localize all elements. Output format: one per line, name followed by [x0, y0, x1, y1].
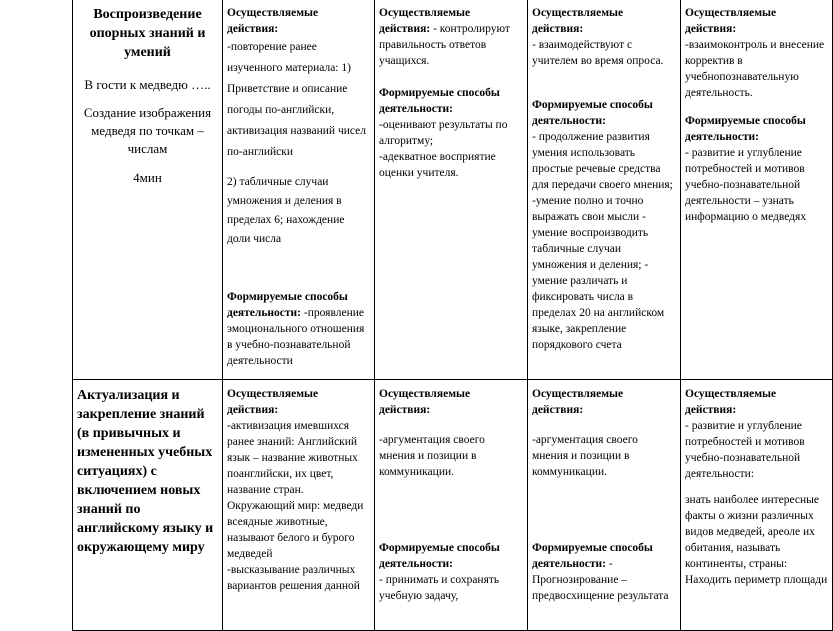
cell-text: -аргументация своего мнения и позиции в коммуникации. [532, 434, 638, 478]
cell-text: -адекватное восприятие оценки учителя. [379, 151, 496, 179]
cell-text: - контролируют правильность ответов учащихся. [379, 23, 510, 67]
cell-text: -высказывание различных вариантов решения данной [227, 564, 360, 592]
cell-heading: Осуществляемые действия: [532, 7, 624, 35]
cell-heading: Осуществляемые действия: [685, 7, 777, 35]
cell-text: - развитие и углубление потребностей и мотивов учебно-познавательной деятельности – узнать информацию о медведях [685, 147, 807, 223]
cell-text: - Прогнозирование – предвосхищение результата [532, 558, 669, 602]
cell-text: - продолжение развития умения использовать простые речевые средства для передачи своего мнения; [532, 131, 673, 191]
cell-text: -умение полно и точно выражать свои мысли - умение воспроизводить табличные случаи умножения и деления; - умение различать и фиксировать числа в пределах 20 на английском языке, закрепление порядкового счета [532, 195, 665, 351]
stage-note: В гости к медведю ….. [84, 77, 211, 92]
stage-title: Воспроизведение опорных знаний и умений [89, 7, 206, 60]
stage-note: Создание изображения медведя по точкам – числам [83, 105, 212, 156]
cell-heading: Формируемые способы деятельности: [685, 115, 806, 143]
teacher-actions-cell [223, 380, 375, 631]
cell-heading: Осуществляемые действия: [685, 388, 777, 416]
cell-text: -оценивают результаты по алгоритму; [379, 119, 508, 147]
cell-text-with-heading [227, 289, 370, 369]
cell-text: - развитие и углубление потребностей и мотивов учебно-познавательной деятельности: [685, 420, 805, 480]
cell-heading: Осуществляемые действия: [379, 7, 471, 35]
cell-text: -повторение ранее изученного материала: 1) Приветствие и описание погоды по-английски, активизация названий чисел по-английски [227, 41, 366, 158]
cell-heading: Осуществляемые действия: [227, 7, 319, 35]
stage-cell [73, 380, 223, 631]
cell-heading: Осуществляемые действия: [227, 388, 319, 416]
cell-heading: Формируемые способы деятельности: [532, 542, 653, 570]
cell-text: -активизация имевшихся ранее знаний: Английский язык – название животных поанглийски, их цвет, название стран. Окружающий мир: медведи всеядные животные, называют белого и бурого медведей [227, 420, 364, 560]
lesson-plan-table [72, 0, 833, 631]
cell-text: - взаимодействуют с учителем во время опроса. [532, 39, 664, 67]
col5-cell [681, 380, 833, 631]
stage-cell [73, 0, 223, 380]
cell-text: 2) табличные случаи умножения и деления в пределах 6; нахождение доли числа [227, 176, 345, 245]
col4-cell [528, 0, 681, 380]
teacher-actions-cell [223, 0, 375, 380]
cell-text-with-heading [379, 5, 523, 69]
cell-text: -проявление эмоционального отношения в учебно-познавательной деятельности [227, 307, 365, 367]
cell-heading: Осуществляемые действия: [379, 388, 471, 416]
cell-heading: Формируемые способы деятельности: [379, 87, 500, 115]
cell-text-with-heading [532, 540, 676, 604]
cell-heading: Формируемые способы деятельности: [227, 291, 348, 319]
stage-title: Актуализация и закрепление знаний (в привычных и измененных учебных ситуациях) с включением новых знаний по английскому языку и окружающему миру [77, 388, 214, 555]
cell-heading: Формируемые способы деятельности: [379, 542, 500, 570]
col3-cell [375, 380, 528, 631]
cell-heading: Осуществляемые действия: [532, 388, 624, 416]
table-row [73, 380, 833, 631]
col3-cell [375, 0, 528, 380]
cell-text: знать наиболее интересные факты о жизни различных видов медведей, ареоле их обитания, называть континенты, страны: Находить периметр площади [685, 494, 828, 586]
col4-cell [528, 380, 681, 631]
table-row [73, 0, 833, 380]
cell-text: -взаимоконтроль и внесение корректив в учебнопознавательную деятельность. [685, 39, 825, 99]
cell-heading: Формируемые способы деятельности: [532, 99, 653, 127]
col5-cell [681, 0, 833, 380]
stage-time: 4мин [133, 170, 162, 185]
cell-text: - принимать и сохранять учебную задачу, [379, 574, 500, 602]
cell-text: -аргументация своего мнения и позиции в коммуникации. [379, 434, 485, 478]
